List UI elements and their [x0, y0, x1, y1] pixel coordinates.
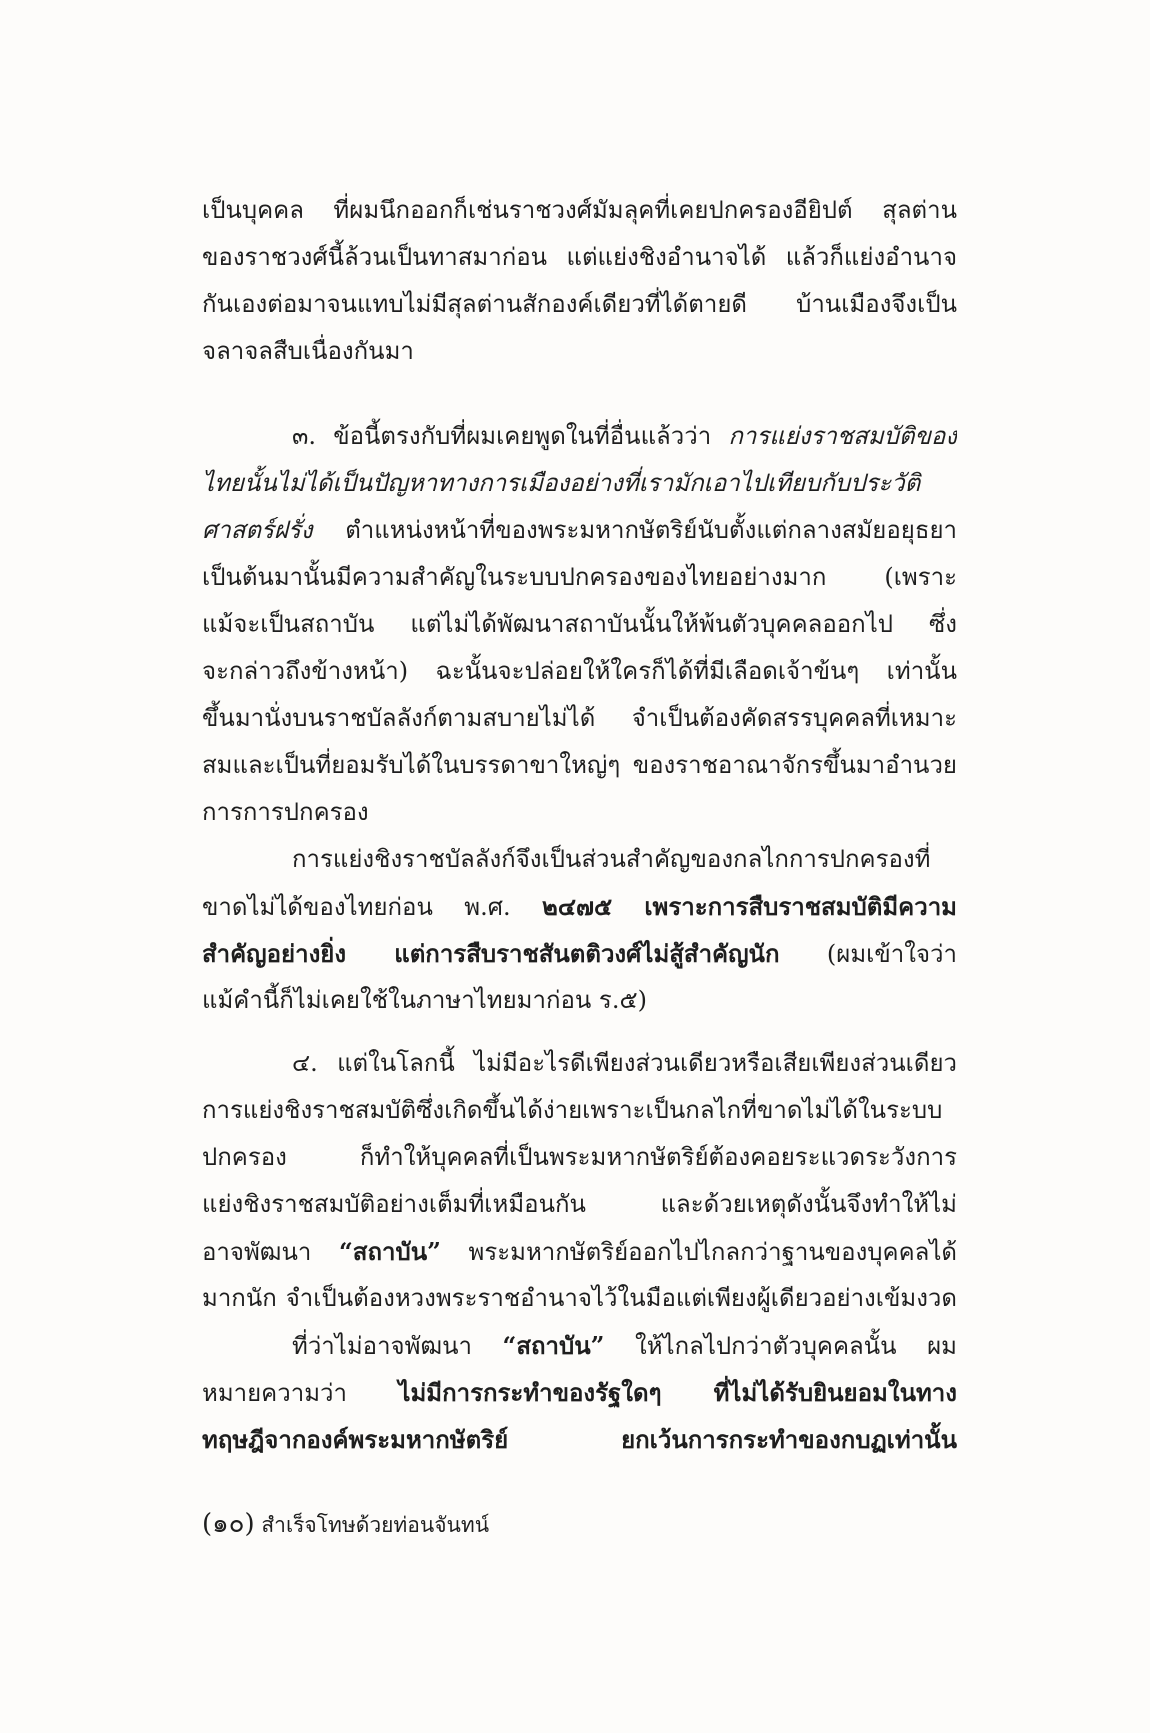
text-line: ปกครอง ก็ทำให้บุคคลที่เป็นพระมหากษัตริย์ต้องคอยระแวดระวังการ — [202, 1143, 957, 1171]
text-line: ทฤษฎีจากองค์พระมหากษัตริย์ ยกเว้นการกระทำของกบฏเท่านั้น — [202, 1425, 957, 1454]
text-line: แย่งชิงราชสมบัติอย่างเต็มที่เหมือนกัน และด้วยเหตุดังนั้นจึงทำให้ไม่ — [202, 1190, 957, 1218]
text-span: ที่ว่าไม่อาจพัฒนา — [292, 1332, 503, 1360]
text-line: จะกล่าวถึงข้างหน้า) ฉะนั้นจะปล่อยให้ใครก็ได้ที่มีเลือดเจ้าข้นๆ เท่านั้น — [202, 657, 957, 685]
bold-span: สำคัญอย่างยิ่ง แต่การสืบราชสันตติวงศ์ไม่สู้สำคัญนัก — [202, 939, 780, 968]
text-line: ๔. แต่ในโลกนี้ ไม่มีอะไรดีเพียงส่วนเดียวหรือเสียเพียงส่วนเดียว — [292, 1049, 957, 1077]
text-line — [202, 1228, 957, 1275]
italic-span: การแย่งราชสมบัติของ — [728, 422, 957, 450]
text-line: เป็นบุคคล ที่ผมนึกออกก็เช่นราชวงศ์มัมลุคที่เคยปกครองอียิปต์ สุลต่าน — [202, 196, 957, 224]
text-span: ให้ไกลไปกว่าตัวบุคคลนั้น ผม — [604, 1332, 957, 1360]
text-span: ขาดไม่ได้ของไทยก่อน พ.ศ. — [202, 893, 542, 921]
italic-span: ศาสตร์ฝรั่ง — [202, 516, 313, 544]
text-line: การแย่งชิงราชบัลลังก์จึงเป็นส่วนสำคัญของกลไกการปกครองที่ — [292, 845, 931, 873]
body-text-top — [202, 187, 957, 375]
text-line: การการปกครอง — [202, 798, 369, 826]
text-line — [202, 883, 957, 930]
text-line: สมและเป็นที่ยอมรับได้ในบรรดาขาใหญ่ๆ ของราชอาณาจักรขึ้นมาอำนวย — [202, 751, 957, 779]
text-line — [202, 930, 957, 977]
text-span: ตำแหน่งหน้าที่ของพระมหากษัตริย์นับตั้งแต่กลางสมัยอยุธยา — [312, 516, 957, 544]
text-span: ๓. ข้อนี้ตรงกับที่ผมเคยพูดในที่อื่นแล้วว่า — [292, 422, 729, 450]
text-line — [202, 413, 957, 460]
bold-span: ไม่มีการกระทำของรัฐใดๆ ที่ไม่ได้รับยินยอมในทาง — [398, 1378, 957, 1407]
text-line: ขึ้นมานั่งบนราชบัลลังก์ตามสบายไม่ได้ จำเป็นต้องคัดสรรบุคคลที่เหมาะ — [202, 704, 957, 732]
body-text-section-4 — [202, 1040, 957, 1463]
text-line: เป็นต้นมานั้นมีความสำคัญในระบบปกครองของไทยอย่างมาก (เพราะ — [202, 563, 957, 591]
text-span: หมายความว่า — [202, 1379, 399, 1407]
bold-span: ๒๔๗๕ เพราะการสืบราชสมบัติมีความ — [542, 892, 957, 921]
text-line — [202, 507, 957, 554]
text-span: (ผมเข้าใจว่า — [779, 940, 957, 968]
text-span: พระมหากษัตริย์ออกไปไกลกว่าฐานของบุคคลได้ — [440, 1238, 957, 1266]
page-number: (๑๐) — [202, 1509, 255, 1539]
bold-span: “สถาบัน” — [339, 1237, 441, 1266]
text-line: ไทยนั้นไม่ได้เป็นปัญหาทางการเมืองอย่างที่เรามักเอาไปเทียบกับประวัติ — [202, 469, 921, 497]
text-line: ของราชวงศ์นี้ล้วนเป็นทาสมาก่อน แต่แย่งชิงอำนาจได้ แล้วก็แย่งอำนาจ — [202, 243, 957, 271]
text-line: แม้จะเป็นสถาบัน แต่ไม่ได้พัฒนาสถาบันนั้นให้พ้นตัวบุคคลออกไป ซึ่ง — [202, 610, 957, 638]
text-line: จลาจลสืบเนื่องกันมา — [202, 337, 414, 365]
text-line: การแย่งชิงราชสมบัติซึ่งเกิดขึ้นได้ง่ายเพราะเป็นกลไกที่ขาดไม่ได้ในระบบ — [202, 1096, 943, 1124]
body-text-section-3 — [202, 413, 957, 1024]
text-line — [202, 1369, 957, 1416]
text-line: แม้คำนี้ก็ไม่เคยใช้ในภาษาไทยมาก่อน ร.๕) — [202, 986, 647, 1014]
book-title: สำเร็จโทษด้วยท่อนจันทน์ — [261, 1513, 490, 1537]
text-span: อาจพัฒนา — [202, 1238, 339, 1266]
text-line: กันเองต่อมาจนแทบไม่มีสุลต่านสักองค์เดียวที่ได้ตายดี บ้านเมืองจึงเป็น — [202, 290, 957, 318]
page-footer — [202, 1503, 489, 1544]
text-line: มากนัก จำเป็นต้องหวงพระราชอำนาจไว้ในมือแต่เพียงผู้เดียวอย่างเข้มงวด — [202, 1284, 957, 1312]
bold-span: “สถาบัน” — [502, 1331, 605, 1360]
text-line — [202, 1322, 957, 1369]
